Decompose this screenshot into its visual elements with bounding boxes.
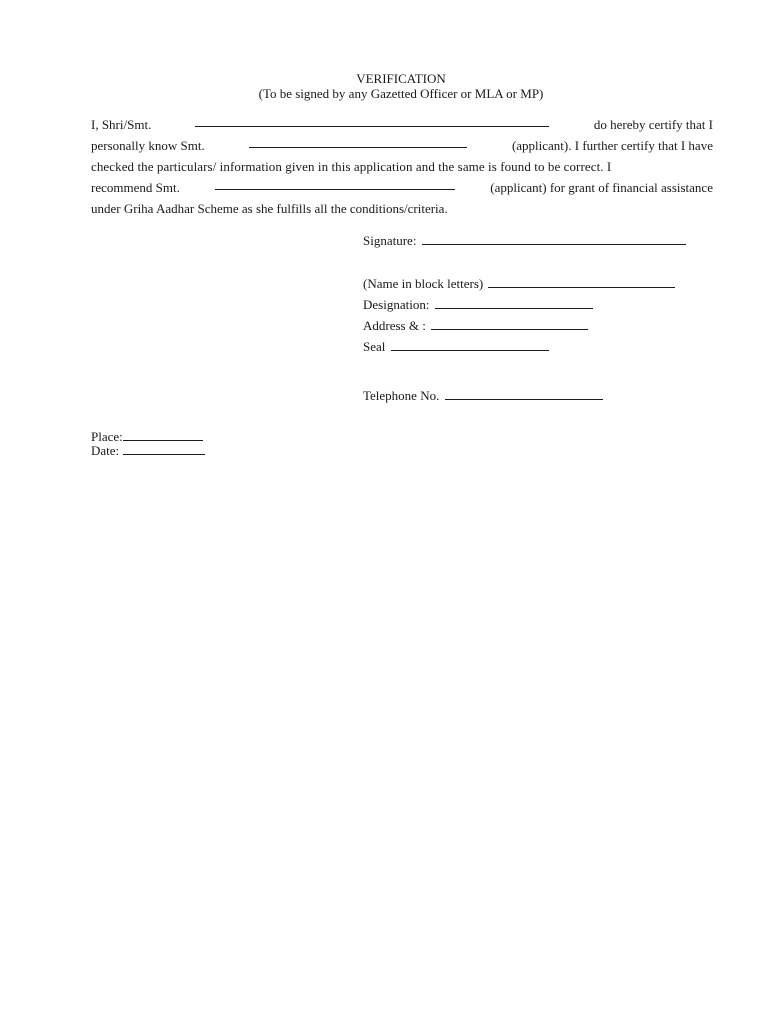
certificate-text: recommend Smt.: [91, 180, 180, 195]
certificate-text: I, Shri/Smt.: [91, 117, 152, 132]
place-blank[interactable]: [123, 430, 203, 441]
designation-label: Designation:: [363, 297, 430, 312]
certificate-line-5: [91, 198, 713, 219]
certificate-line-4: [91, 177, 713, 198]
certificate-text: under Griha Aadhar Scheme as she fulfills all the conditions/criteria.: [91, 201, 448, 216]
date-blank[interactable]: [123, 444, 205, 455]
certificate-line-2: [91, 135, 713, 156]
designation-row: [363, 296, 593, 313]
date-label: Date:: [91, 443, 120, 458]
designation-blank[interactable]: [435, 296, 593, 309]
name-blank[interactable]: [488, 275, 675, 288]
signature-row: [363, 232, 686, 249]
certificate-line-3: [91, 156, 713, 177]
place-date-block: [91, 430, 205, 458]
seal-row: [363, 338, 549, 355]
seal-blank[interactable]: [391, 338, 549, 351]
certificate-text: checked the particulars/ information given in this application and the same is found to be correct. I: [91, 159, 612, 174]
name-label: (Name in block letters): [363, 276, 484, 291]
telephone-blank[interactable]: [445, 387, 603, 400]
address-row: [363, 317, 588, 334]
certifier-name-blank[interactable]: [195, 114, 549, 127]
certificate-paragraph: [91, 114, 713, 219]
telephone-label: Telephone No.: [363, 388, 440, 403]
name-row: [363, 275, 675, 292]
address-label: Address & :: [363, 318, 426, 333]
signature-blank[interactable]: [422, 232, 686, 245]
page-subtitle: (To be signed by any Gazetted Officer or MLA or MP): [258, 86, 544, 101]
seal-label: Seal: [363, 339, 386, 354]
signature-label: Signature:: [363, 233, 417, 248]
recommended-applicant-blank[interactable]: [215, 177, 455, 190]
telephone-row: [363, 387, 603, 404]
certificate-text: (applicant). I further certify that I have: [511, 138, 713, 153]
page-title: VERIFICATION: [356, 71, 446, 86]
date-row: [91, 444, 205, 458]
certificate-line-1: [91, 114, 713, 135]
applicant-name-blank[interactable]: [249, 135, 467, 148]
place-row: [91, 430, 205, 444]
certificate-text: personally know Smt.: [91, 138, 205, 153]
address-blank[interactable]: [431, 317, 588, 330]
certificate-text: (applicant) for grant of financial assistance: [490, 180, 713, 195]
place-label: Place:: [91, 429, 123, 444]
certificate-text: do hereby certify that I: [593, 117, 713, 132]
